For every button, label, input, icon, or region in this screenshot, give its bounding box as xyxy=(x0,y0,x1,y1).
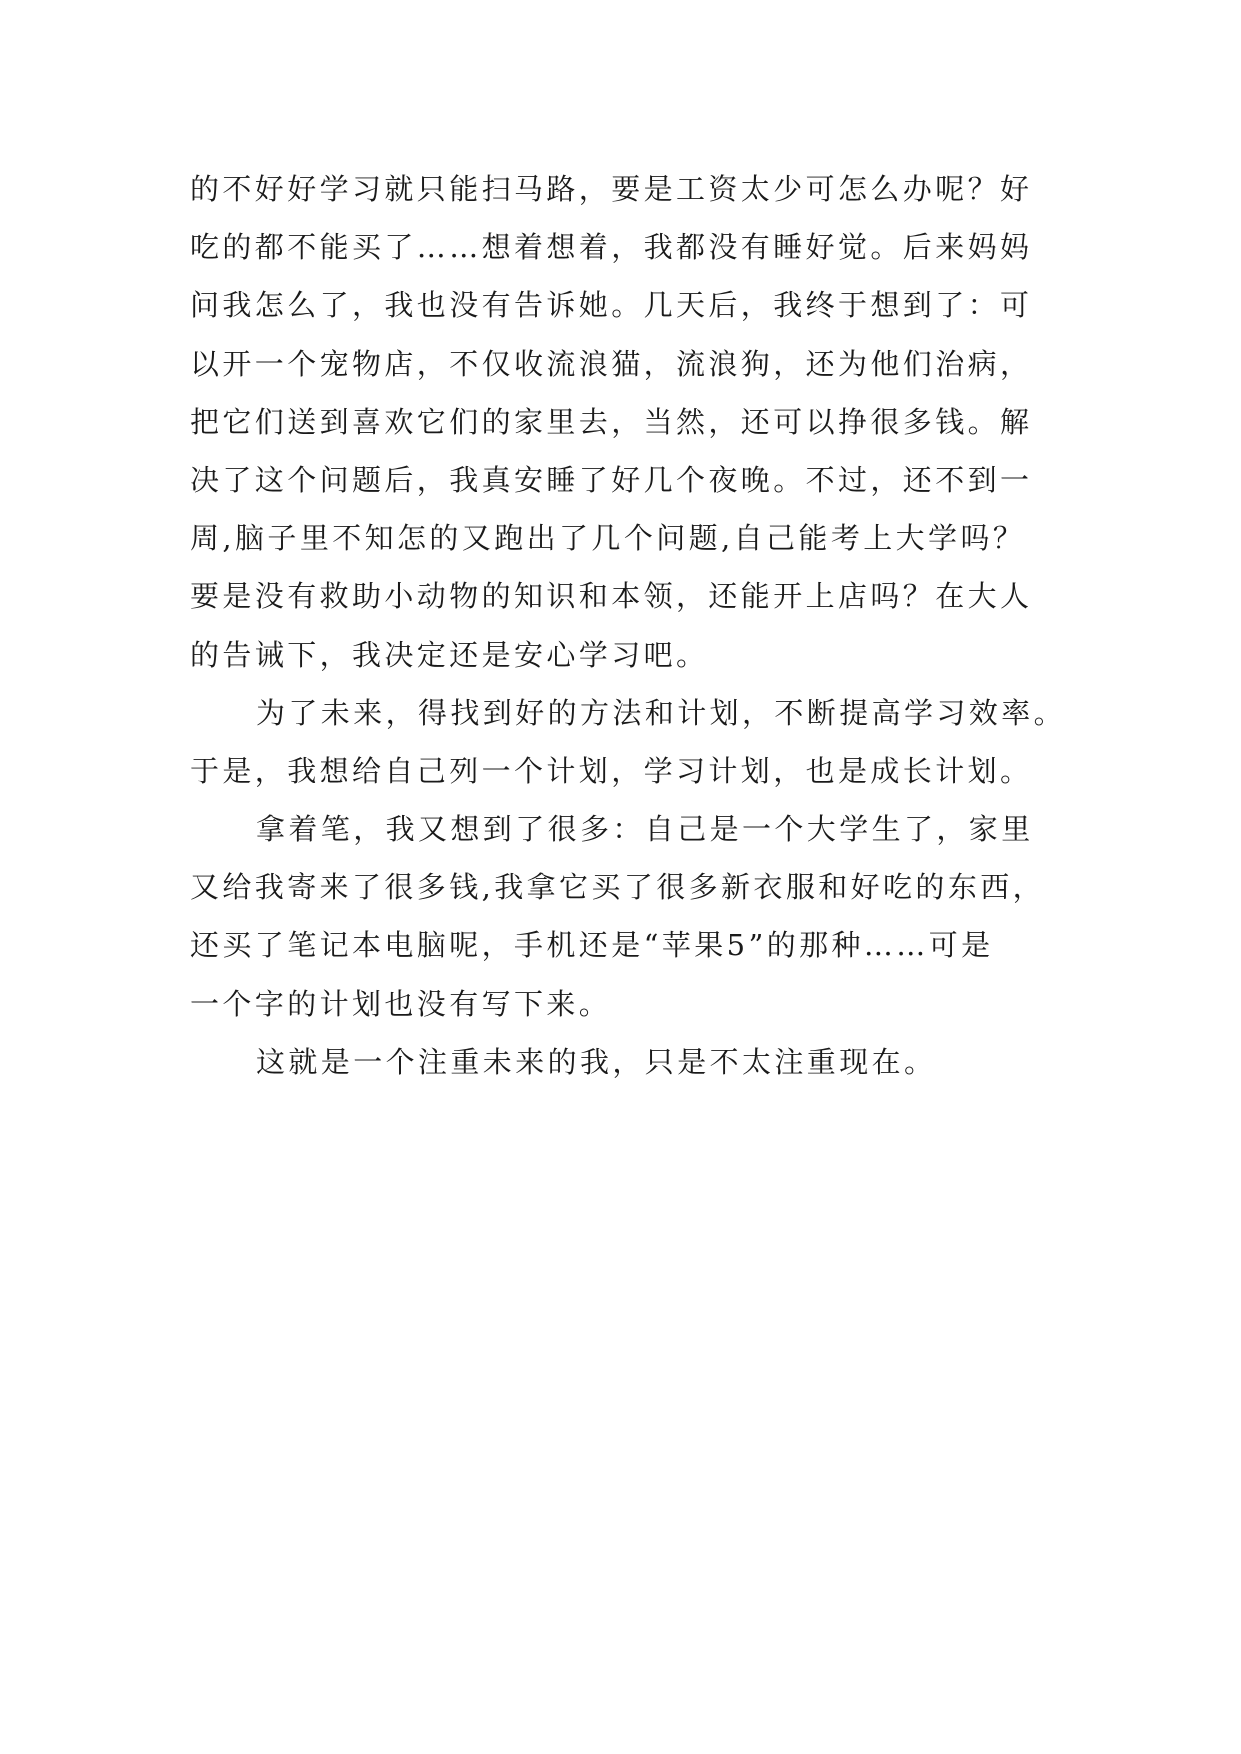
text-line-16: 这就是一个注重未来的我，只是不太注重现在。 xyxy=(256,1044,937,1079)
text-line-10: 为了未来，得找到好的方法和计划，不断提高学习效率。 xyxy=(256,695,1067,730)
text-line-12: 拿着笔，我又想到了很多：自己是一个大学生了，家里 xyxy=(256,812,1034,847)
text-line-1: 的不好好学习就只能扫马路，要是工资太少可怎么办呢？好 xyxy=(190,172,1033,206)
text-line-8: 要是没有救助小动物的知识和本领，还能开上店吗？在大人 xyxy=(190,579,1033,614)
text-line-4: 以开一个宠物店，不仅收流浪猫，流浪狗，还为他们治病， xyxy=(190,346,1033,381)
text-line-13: 又给我寄来了很多钱,我拿它买了很多新衣服和好吃的东西， xyxy=(190,870,1046,905)
text-line-11: 于是，我想给自己列一个计划，学习计划，也是成长计划。 xyxy=(190,753,1033,788)
text-line-15: 一个字的计划也没有写下来。 xyxy=(190,986,612,1021)
text-line-7: 周,脑子里不知怎的又跑出了几个问题,自己能考上大学吗？ xyxy=(190,521,1026,556)
text-line-14: 还买了笔记本电脑呢，手机还是“苹果5”的那种……可是 xyxy=(190,928,994,963)
text-line-6: 决了这个问题后，我真安睡了好几个夜晚。不过，还不到一 xyxy=(190,462,1033,497)
text-line-3: 问我怎么了，我也没有告诉她。几天后，我终于想到了：可 xyxy=(190,288,1033,323)
text-line-2: 吃的都不能买了……想着想着，我都没有睡好觉。后来妈妈 xyxy=(190,230,1033,265)
text-line-9: 的告诫下，我决定还是安心学习吧。 xyxy=(190,637,709,672)
text-line-5: 把它们送到喜欢它们的家里去，当然，还可以挣很多钱。解 xyxy=(190,404,1033,439)
document-body xyxy=(190,160,1070,1091)
